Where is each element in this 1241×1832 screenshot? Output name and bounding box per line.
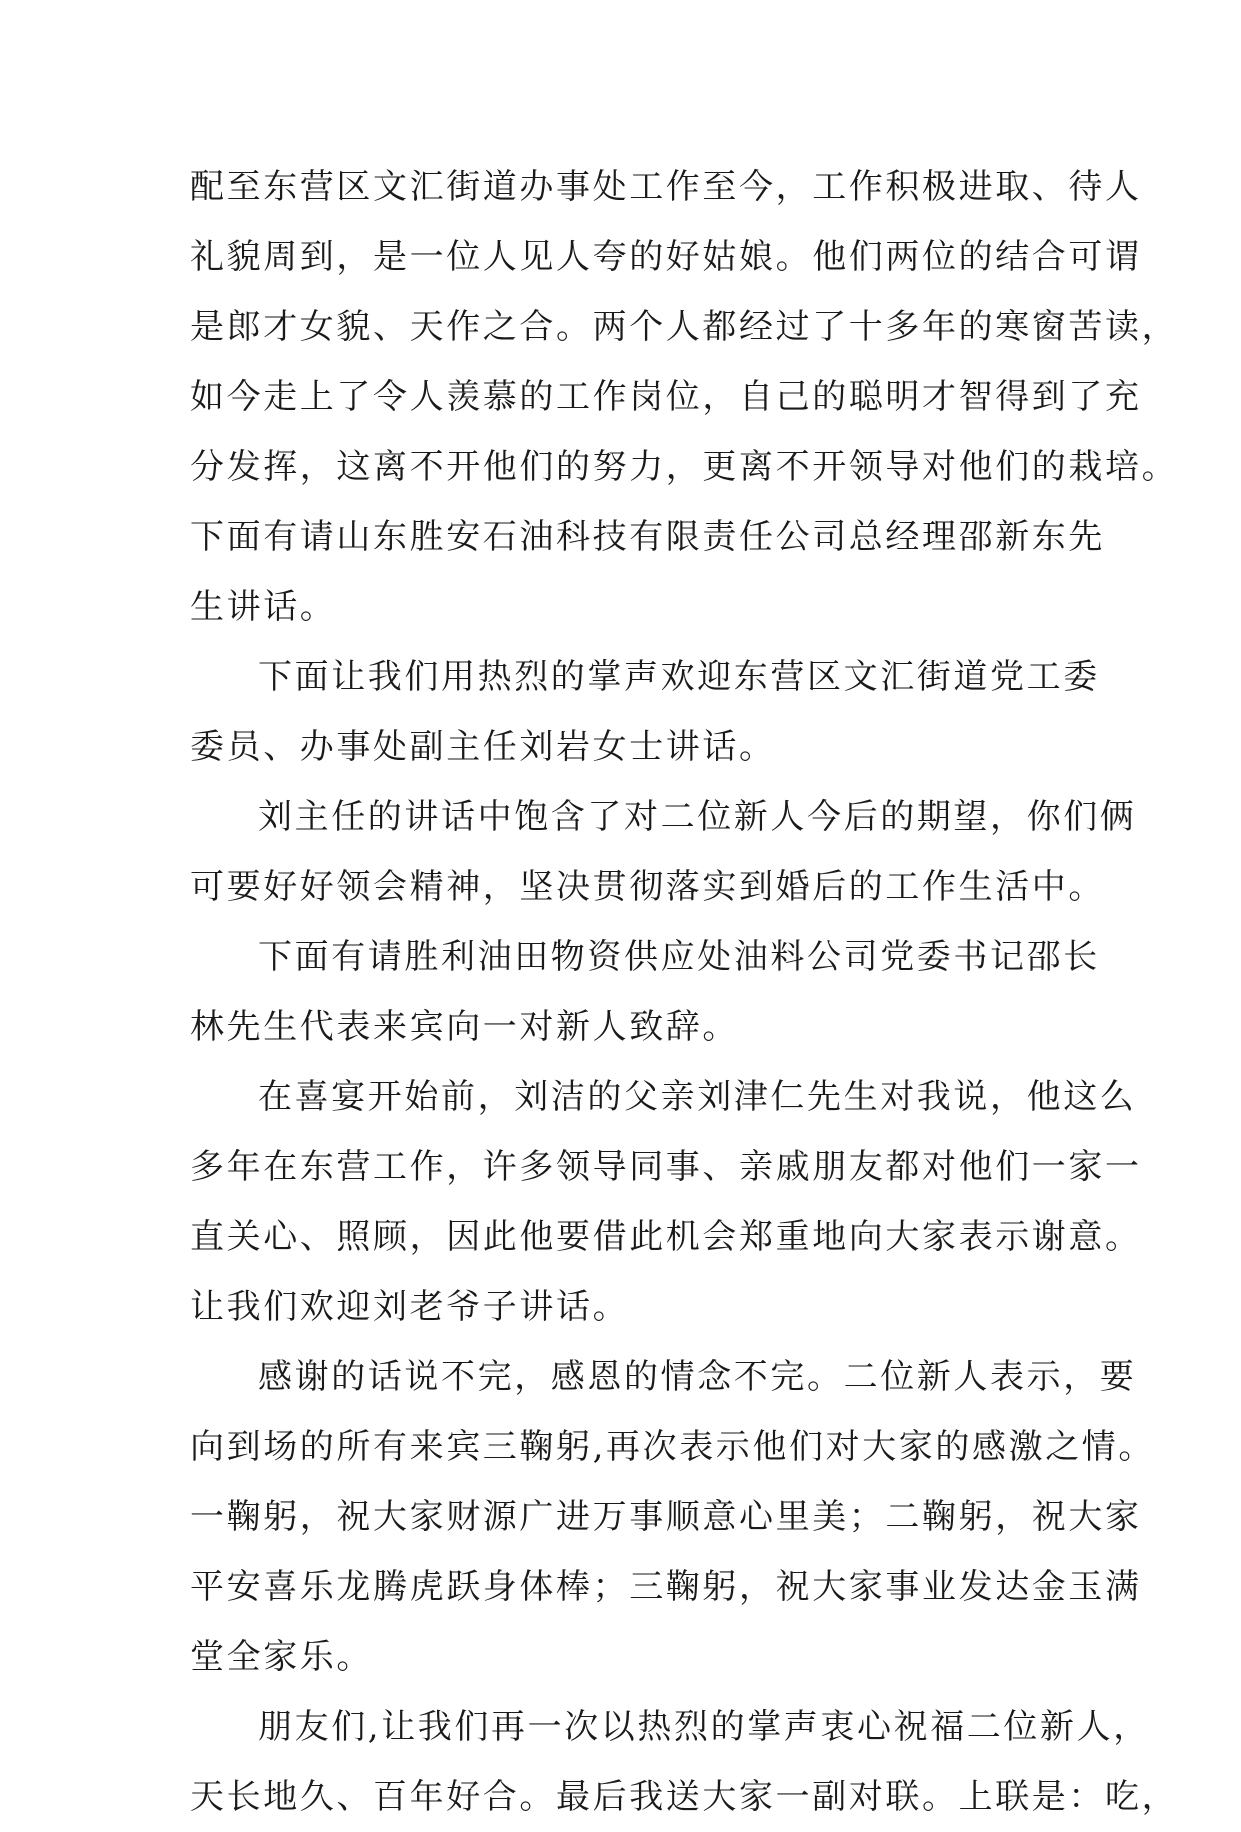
text-line: 如今走上了令人羡慕的工作岗位，自己的聪明才智得到了充 [190, 377, 1142, 417]
text-line: 生讲话。 [190, 587, 337, 627]
text-line: 可要好好领会精神，坚决贯彻落实到婚后的工作生活中。 [190, 867, 1105, 907]
text-line: 一鞠躬，祝大家财源广进万事顺意心里美；二鞠躬，祝大家 [190, 1497, 1142, 1537]
text-line: 向到场的所有来宾三鞠躬,再次表示他们对大家的感激之情。 [190, 1427, 1156, 1467]
paragraph-start-line: 刘主任的讲话中饱含了对二位新人今后的期望，你们俩 [258, 797, 1137, 837]
paragraph-start-line: 下面有请胜利油田物资供应处油料公司党委书记邵长 [258, 937, 1100, 977]
text-line: 直关心、照顾，因此他要借此机会郑重地向大家表示谢意。 [190, 1217, 1142, 1257]
text-line: 天长地久、百年好合。最后我送大家一副对联。上联是：吃， [190, 1777, 1179, 1817]
paragraph-start-line: 朋友们,让我们再一次以热烈的掌声衷心祝福二位新人， [258, 1707, 1150, 1747]
text-line: 多年在东营工作，许多领导同事、亲戚朋友都对他们一家一 [190, 1147, 1142, 1187]
text-line: 林先生代表来宾向一对新人致辞。 [190, 1007, 739, 1047]
paragraph-start-line: 在喜宴开始前，刘洁的父亲刘津仁先生对我说，他这么 [258, 1077, 1137, 1117]
text-line: 配至东营区文汇街道办事处工作至今，工作积极进取、待人 [190, 167, 1142, 207]
text-line: 堂全家乐。 [190, 1637, 373, 1677]
text-line: 让我们欢迎刘老爷子讲话。 [190, 1287, 630, 1327]
text-line: 委员、办事处副主任刘岩女士讲话。 [190, 727, 776, 767]
paragraph-start-line: 感谢的话说不完，感恩的情念不完。二位新人表示，要 [258, 1357, 1137, 1397]
paragraph-start-line: 下面让我们用热烈的掌声欢迎东营区文汇街道党工委 [258, 657, 1100, 697]
text-line: 平安喜乐龙腾虎跃身体棒；三鞠躬，祝大家事业发达金玉满 [190, 1567, 1142, 1607]
text-line: 分发挥，这离不开他们的努力，更离不开领导对他们的栽培。 [190, 447, 1179, 487]
text-line: 礼貌周到，是一位人见人夸的好姑娘。他们两位的结合可谓 [190, 237, 1142, 277]
text-line: 下面有请山东胜安石油科技有限责任公司总经理邵新东先 [190, 517, 1105, 557]
text-line: 是郎才女貌、天作之合。两个人都经过了十多年的寒窗苦读， [190, 307, 1179, 347]
